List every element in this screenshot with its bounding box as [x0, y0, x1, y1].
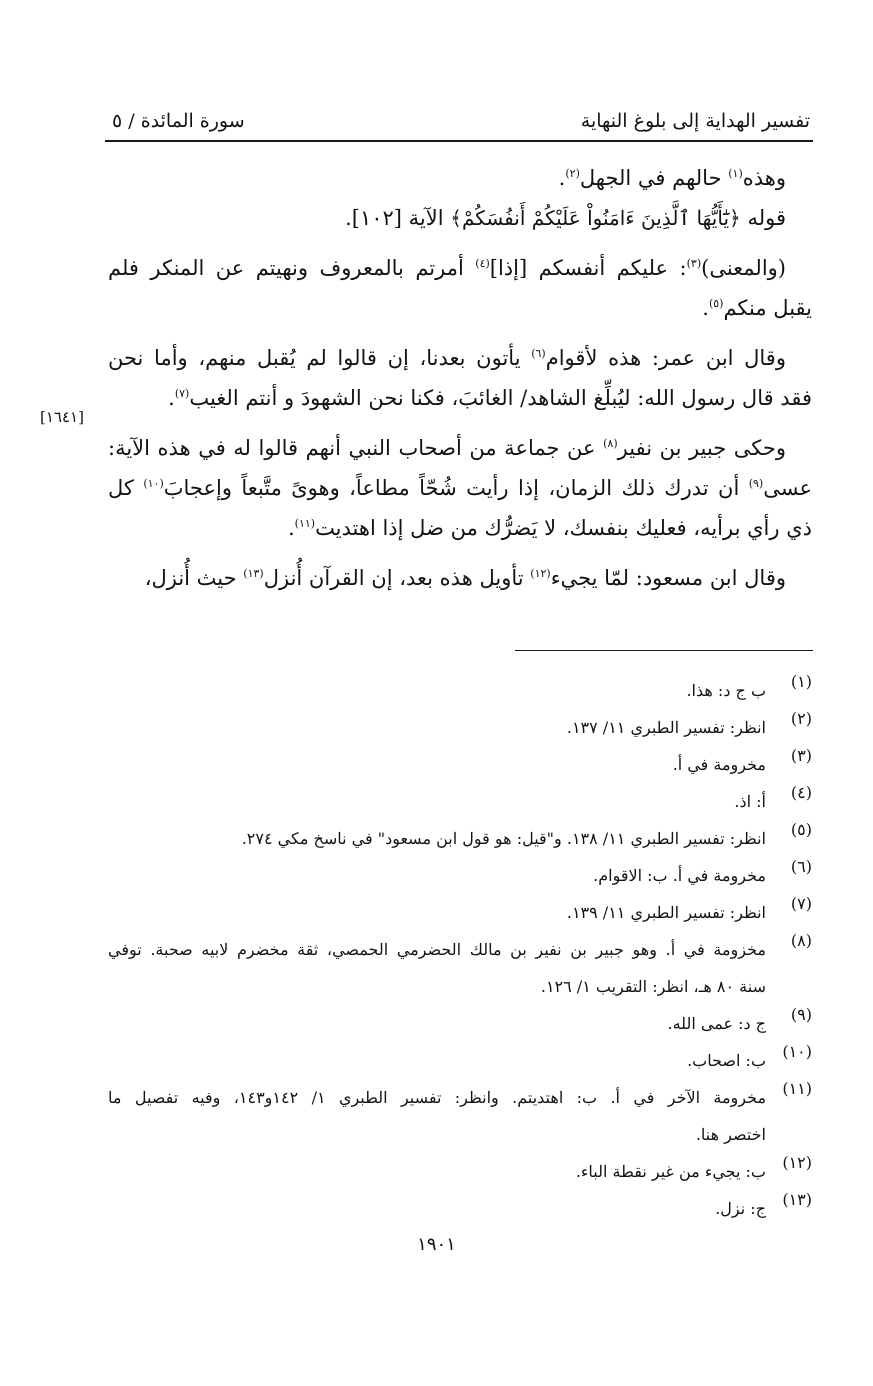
footnote-number: (١٣) — [782, 1190, 812, 1209]
footnote-ref[interactable]: (٢) — [565, 167, 580, 180]
footnote-item — [108, 857, 812, 894]
footnote-text: انظر: تفسير الطبري ١١/ ١٣٩. — [566, 903, 766, 922]
footnote-number: (٨) — [790, 931, 812, 950]
footnote-number: (٧) — [790, 894, 812, 913]
main-text — [108, 158, 812, 598]
footnote-text: مخزومة في أ. وهو جبير بن نفير بن مالك الحضرمي الحمصي، ثقة مخضرم لابيه صحبة. توفي — [108, 940, 766, 959]
footnote-text: انظر: تفسير الطبري ١١/ ١٣٨. و"قيل: هو قول ابن مسعود" في ناسخ مكي ٢٧٤. — [241, 829, 766, 848]
footnote-text: ج د: عمى الله. — [667, 1014, 766, 1033]
footnote-ref[interactable]: (١٠) — [143, 477, 164, 490]
text-line: ذي رأي برأيه، فعليك بنفسك، لا يَضرُّك من ضل إذا اهتديت$^{(١١)}$. — [287, 516, 812, 540]
footnote-item — [108, 1079, 812, 1153]
footnote-text: انظر: تفسير الطبري ١١/ ١٣٧. — [566, 718, 766, 737]
text-line: عسى$^{(٩)}$ أن تدرك ذلك الزمان، إذا رأيت شُحّاً مطاعاً، وهوىً متَّبعاً وإعجابَ$^{(١٠)}$ كل — [108, 476, 812, 500]
chapter-label: سورة المائدة / ٥ — [112, 110, 245, 132]
footnote-number: (٤) — [790, 783, 812, 802]
header-divider — [105, 140, 813, 142]
footnote-text: ب ج د: هذا. — [686, 681, 766, 700]
text-line: وهذه$^{(١)}$ حالهم في الجهل$^{(٢)}$. — [558, 166, 786, 190]
text-line: (والمعنى)$^{(٣)}$: عليكم أنفسكم [إذا]$^{(٤)}$ أمرتم بالمعروف ونهيتم عن المنكر فلم — [108, 256, 786, 280]
footnote-item — [108, 1042, 812, 1079]
footnote-number: (١٢) — [782, 1153, 812, 1172]
footnote-ref[interactable]: (٨) — [603, 437, 618, 450]
footnote-number: (١) — [790, 672, 812, 691]
margin-folio-note: [١٦٤١] — [40, 408, 84, 426]
text-line: يقبل منكم$^{(٥)}$. — [702, 296, 812, 320]
text-line: وقال ابن عمر: هذه لأقوام$^{(٦)}$ يأتون بعدنا، إن قالوا لم يُقبل منهم، وأما نحن — [108, 346, 786, 370]
footnote-ref[interactable]: (٩) — [748, 477, 764, 490]
footnote-item — [108, 1005, 812, 1042]
footnote-ref[interactable]: (٤) — [475, 257, 490, 270]
footnote-number: (٣) — [790, 746, 812, 765]
page-number: ١٩٠١ — [417, 1234, 456, 1255]
footnotes-list — [108, 672, 812, 1227]
text-line: وحكى جبير بن نفير$^{(٨)}$ عن جماعة من أصحاب النبي أنهم قالوا له في هذه الآية: — [108, 436, 786, 460]
footnote-item — [108, 746, 812, 783]
footnote-text: أ: اذ. — [734, 792, 766, 811]
book-title: تفسير الهداية إلى بلوغ النهاية — [580, 110, 810, 132]
footnote-number: (١٠) — [782, 1042, 812, 1061]
footnote-text: ب: اصحاب. — [687, 1051, 766, 1070]
footnote-text: اختصر هنا. — [695, 1125, 766, 1144]
footnote-item — [108, 1153, 812, 1190]
footnote-ref[interactable]: (٧) — [174, 387, 190, 400]
footnote-item — [108, 931, 812, 1005]
footnote-item — [108, 709, 812, 746]
footnote-ref[interactable]: (١٣) — [243, 567, 264, 580]
quran-verse: ﴿يَٰٓأَيُّهَا ٱلَّذِينَ ءَامَنُواْ عَلَيْكُمْ أَنفُسَكُمْ﴾ — [450, 206, 741, 230]
footnote-ref[interactable]: (١١) — [294, 517, 316, 530]
footnote-ref[interactable]: (٦) — [531, 347, 546, 360]
footnote-number: (٩) — [790, 1005, 812, 1024]
footnote-number: (٥) — [790, 820, 812, 839]
footnote-text: سنة ٨٠ هـ، انظر: التقريب ١/ ١٢٦. — [540, 977, 766, 996]
footnote-number: (١١) — [782, 1079, 812, 1098]
footnote-text: مخرومة في أ. ب: الاقوام. — [593, 866, 766, 885]
footnote-ref[interactable]: (١) — [728, 167, 743, 180]
footnote-divider — [515, 650, 813, 651]
footnote-text: ج: نزل. — [715, 1199, 766, 1218]
text-line: وقال ابن مسعود: لمّا يجيء$^{(١٢)}$ تأويل هذه بعد، إن القرآن أُنزل$^{(١٣)}$ حيث أُنزل، — [144, 566, 786, 590]
footnote-text: مخرومة الآخر في أ. ب: اهتديتم. وانظر: تفسير الطبري ١/ ١٤٢و١٤٣، وفيه تفصيل ما — [108, 1088, 767, 1107]
footnote-item — [108, 672, 812, 709]
footnote-item — [108, 1190, 812, 1227]
footnote-number: (٦) — [790, 857, 812, 876]
footnote-ref[interactable]: (٣) — [686, 257, 702, 270]
footnote-text: ب: يجيء من غير نقطة الباء. — [575, 1162, 766, 1181]
text-line: قوله ﴿يَٰٓأَيُّهَا ٱلَّذِينَ ءَامَنُواْ عَلَيْكُمْ أَنفُسَكُمْ﴾ الآية [١٠٢]. — [345, 206, 786, 230]
running-header — [112, 94, 810, 132]
footnote-ref[interactable]: (٥) — [708, 297, 724, 310]
text-line: فقد قال رسول الله: ليُبلِّغ الشاهد/ الغائبَ، فكنا نحن الشهودَ و أنتم الغيب$^{(٧)}$. — [168, 386, 812, 410]
footnote-text: مخرومة في أ. — [672, 755, 766, 774]
footnote-ref[interactable]: (١٢) — [530, 567, 551, 580]
footnote-item — [108, 820, 812, 857]
footnote-number: (٢) — [790, 709, 812, 728]
footnote-item — [108, 783, 812, 820]
footnote-item — [108, 894, 812, 931]
